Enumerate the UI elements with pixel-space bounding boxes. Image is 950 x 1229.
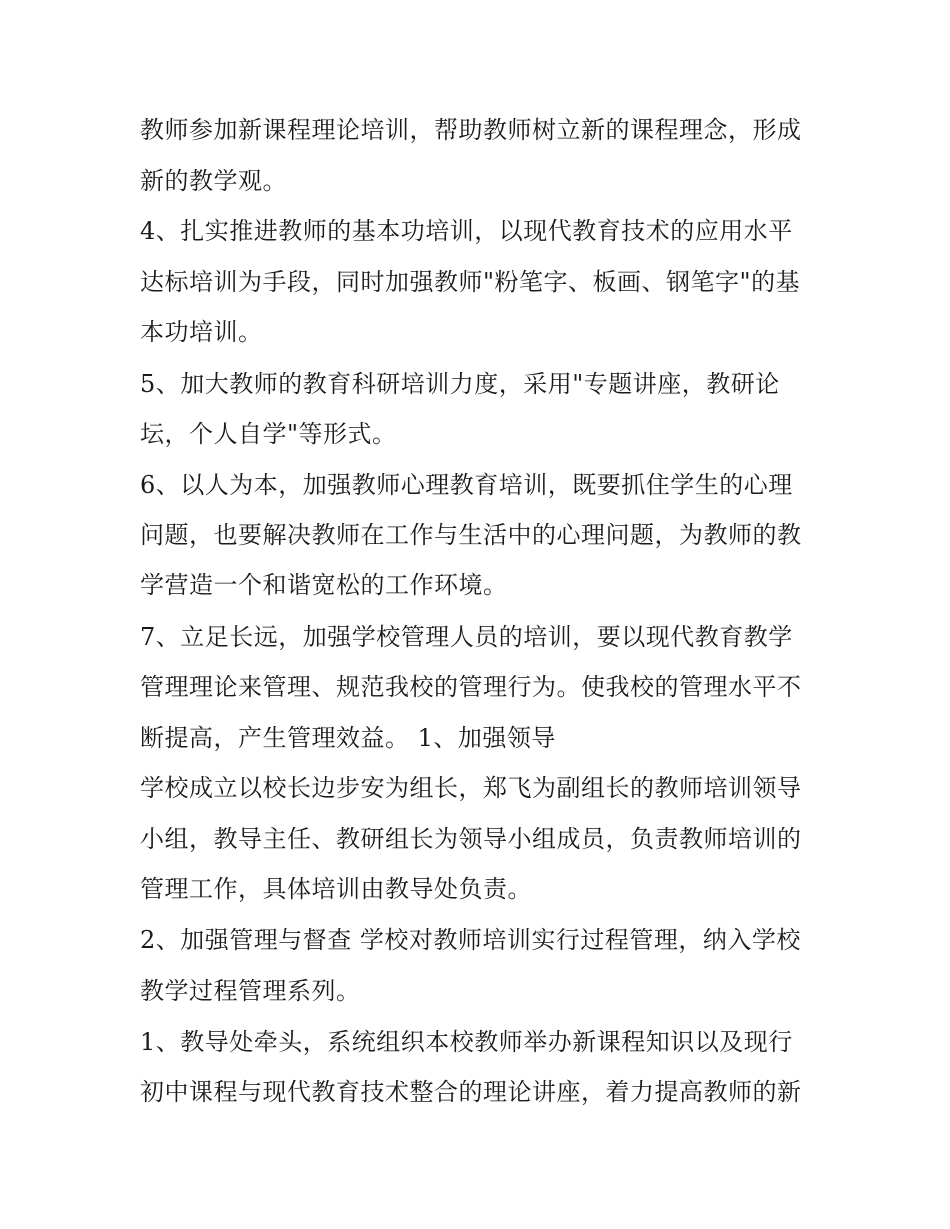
text-line: 学营造一个和谐宽松的工作环境。	[140, 571, 508, 599]
text-line: 学校成立以校长边步安为组长，郑飞为副组长的教师培训领导	[140, 774, 802, 802]
text-line: 坛，个人自学"等形式。	[140, 420, 397, 448]
text-line: 管理理论来管理、规范我校的管理行为。使我校的管理水平不	[140, 673, 802, 701]
text-line: 6、以人为本，加强教师心理教育培训，既要抓住学生的心理	[140, 471, 793, 499]
text-line: 4、扎实推进教师的基本功培训，以现代教育技术的应用水平	[140, 217, 793, 245]
text-line: 1、教导处牵头，系统组织本校教师举办新课程知识以及现行	[140, 1028, 793, 1056]
text-line: 小组，教导主任、教研组长为领导小组成员，负责教师培训的	[140, 825, 802, 853]
text-line: 管理工作，具体培训由教导处负责。	[140, 875, 532, 903]
text-line: 5、加大教师的教育科研培训力度，采用"专题讲座，教研论	[140, 370, 780, 398]
text-line: 教师参加新课程理论培训，帮助教师树立新的课程理念，形成	[140, 116, 802, 144]
text-line: 本功培训。	[140, 318, 263, 346]
text-line: 新的教学观。	[140, 167, 287, 195]
text-line: 断提高，产生管理效益。 1、加强领导	[140, 724, 556, 752]
text-line: 2、加强管理与督查 学校对教师培训实行过程管理，纳入学校	[140, 926, 801, 954]
text-line: 达标培训为手段，同时加强教师"粉笔字、板画、钢笔字"的基	[140, 268, 801, 296]
text-line: 教学过程管理系列。	[140, 977, 361, 1005]
text-line: 问题，也要解决教师在工作与生活中的心理问题，为教师的教	[140, 521, 802, 549]
text-line: 初中课程与现代教育技术整合的理论讲座，着力提高教师的新	[140, 1078, 802, 1106]
text-line: 7、立足长远，加强学校管理人员的培训，要以现代教育教学	[140, 623, 793, 651]
